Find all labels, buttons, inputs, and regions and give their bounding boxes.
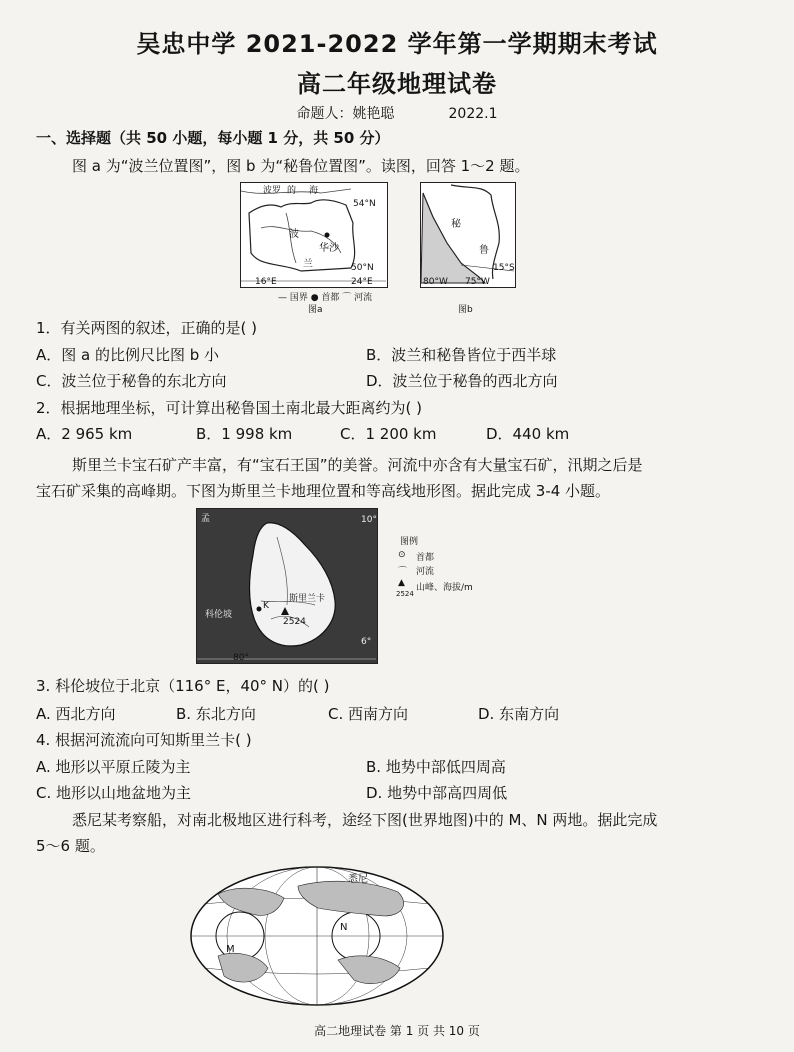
exam-title: 吴忠中学 2021-2022 学年第一学期期末考试 <box>136 30 658 58</box>
legend-peak-height: 2524 <box>396 590 414 598</box>
label-sl-10: 10° <box>361 515 377 525</box>
exam-subtitle: 高二年级地理试卷 <box>297 70 497 98</box>
section-heading: 一、选择题（共 50 小题，每小题 1 分，共 50 分） <box>36 129 390 147</box>
page-footer: 高二地理试卷 第 1 页 共 10 页 <box>314 1024 480 1038</box>
q3-option-a: A. 西北方向 <box>36 705 116 723</box>
q4-option-d: D. 地势中部高四周低 <box>366 784 508 802</box>
q1-option-c: C．波兰位于秘鲁的东北方向 <box>36 372 227 390</box>
legend-river-icon: ⌒ <box>398 567 408 577</box>
q4-stem: 4. 根据河流流向可知斯里兰卡( ) <box>36 731 252 749</box>
label-75w: 75°W <box>465 277 490 287</box>
q1-option-d: D．波兰位于秘鲁的西北方向 <box>366 372 558 390</box>
q2-option-a: A．2 965 km <box>36 425 133 443</box>
legend-river: 河流 <box>416 567 435 577</box>
q3-option-d: D. 东南方向 <box>478 705 560 723</box>
sri-lanka-legend <box>396 530 516 600</box>
label-54n: 54°N <box>353 199 376 209</box>
label-sl-k: K <box>263 601 269 611</box>
label-sl-name: 斯里兰卡 <box>289 594 326 604</box>
label-15s: 15°S <box>493 263 515 273</box>
label-50n: 50°N <box>351 263 374 273</box>
label-warsaw: 华沙 <box>319 243 339 254</box>
intro-q5-6-line1: 悉尼某考察船，对南北极地区进行科考，途经下图(世界地图)中的 M、N 两地。据此完成 <box>72 811 658 829</box>
q4-option-b: B. 地势中部低四周高 <box>366 758 506 776</box>
intro-q1-2: 图 a 为“波兰位置图”，图 b 为“秘鲁位置图”。读图，回答 1～2 题。 <box>72 157 530 175</box>
label-baltic-1: 波罗 <box>263 186 282 196</box>
intro-q3-4-line2: 宝石矿采集的高峰期。下图为斯里兰卡地理位置和等高线地形图。据此完成 3-4 小题。 <box>36 482 611 500</box>
legend-capital: 首都 <box>416 553 435 563</box>
q1-stem: 1．有关两图的叙述，正确的是( ) <box>36 319 258 337</box>
q3-option-c: C. 西南方向 <box>328 705 409 723</box>
label-lan: 兰 <box>303 259 313 270</box>
label-m: M <box>226 944 235 955</box>
figure-b-peru-map <box>420 182 516 288</box>
figure-a-legend: — 国界 ● 首都 ⌒ 河流 <box>278 293 373 303</box>
legend-capital-icon: ⊙ <box>398 550 406 560</box>
figure-a-caption: 图a <box>308 305 323 315</box>
label-n: N <box>340 922 348 933</box>
label-sl-peak: 2524 <box>283 617 306 627</box>
q3-option-b: B. 东北方向 <box>176 705 256 723</box>
author: 命题人：姚艳聪 <box>296 106 395 122</box>
label-peru-2: 鲁 <box>479 245 489 256</box>
figure-a-poland-map <box>240 182 388 288</box>
q2-option-b: B．1 998 km <box>196 425 293 443</box>
legend-peak-icon: ▲ <box>398 578 405 588</box>
intro-q3-4-line1: 斯里兰卡宝石矿产丰富，有“宝石王国”的美誉。河流中亦含有大量宝石矿，汛期之后是 <box>72 456 643 474</box>
label-24e: 24°E <box>351 277 373 287</box>
label-bo: 波 <box>289 229 299 240</box>
label-sl-80: 80° <box>233 653 249 663</box>
q1-option-a: A．图 a 的比例尺比图 b 小 <box>36 346 220 364</box>
label-80w: 80°W <box>423 277 448 287</box>
figure-world-map <box>188 864 446 1008</box>
label-baltic-3: 海 <box>309 186 319 196</box>
exam-meta <box>0 103 794 123</box>
q4-option-c: C. 地形以山地盆地为主 <box>36 784 192 802</box>
label-16e: 16°E <box>255 277 277 287</box>
label-baltic-2: 的 <box>287 186 297 196</box>
figure-sri-lanka-map <box>196 508 378 664</box>
q1-option-b: B．波兰和秘鲁皆位于西半球 <box>366 346 557 364</box>
label-sl-colombo: 科伦坡 <box>205 610 233 620</box>
label-sl-meng: 孟 <box>201 514 211 524</box>
q2-option-c: C．1 200 km <box>340 425 437 443</box>
world-map-svg <box>188 864 446 1008</box>
figure-b-caption: 图b <box>458 305 473 315</box>
q2-option-d: D．440 km <box>486 425 570 443</box>
q4-option-a: A. 地形以平原丘陵为主 <box>36 758 191 776</box>
label-sydney: 悉尼 <box>348 874 368 885</box>
label-peru-1: 秘 <box>451 219 461 230</box>
intro-q5-6-line2: 5～6 题。 <box>36 837 105 855</box>
legend-peak: 山峰、海拔/m <box>416 583 473 593</box>
q2-stem: 2．根据地理坐标，可计算出秘鲁国土南北最大距离约为( ) <box>36 399 423 417</box>
q3-stem: 3. 科伦坡位于北京（116° E，40° N）的( ) <box>36 677 330 695</box>
sri-lanka-map-svg <box>197 509 376 662</box>
legend-title: 图例 <box>400 537 419 547</box>
exam-date: 2022.1 <box>448 106 498 122</box>
label-sl-6: 6° <box>361 637 372 647</box>
